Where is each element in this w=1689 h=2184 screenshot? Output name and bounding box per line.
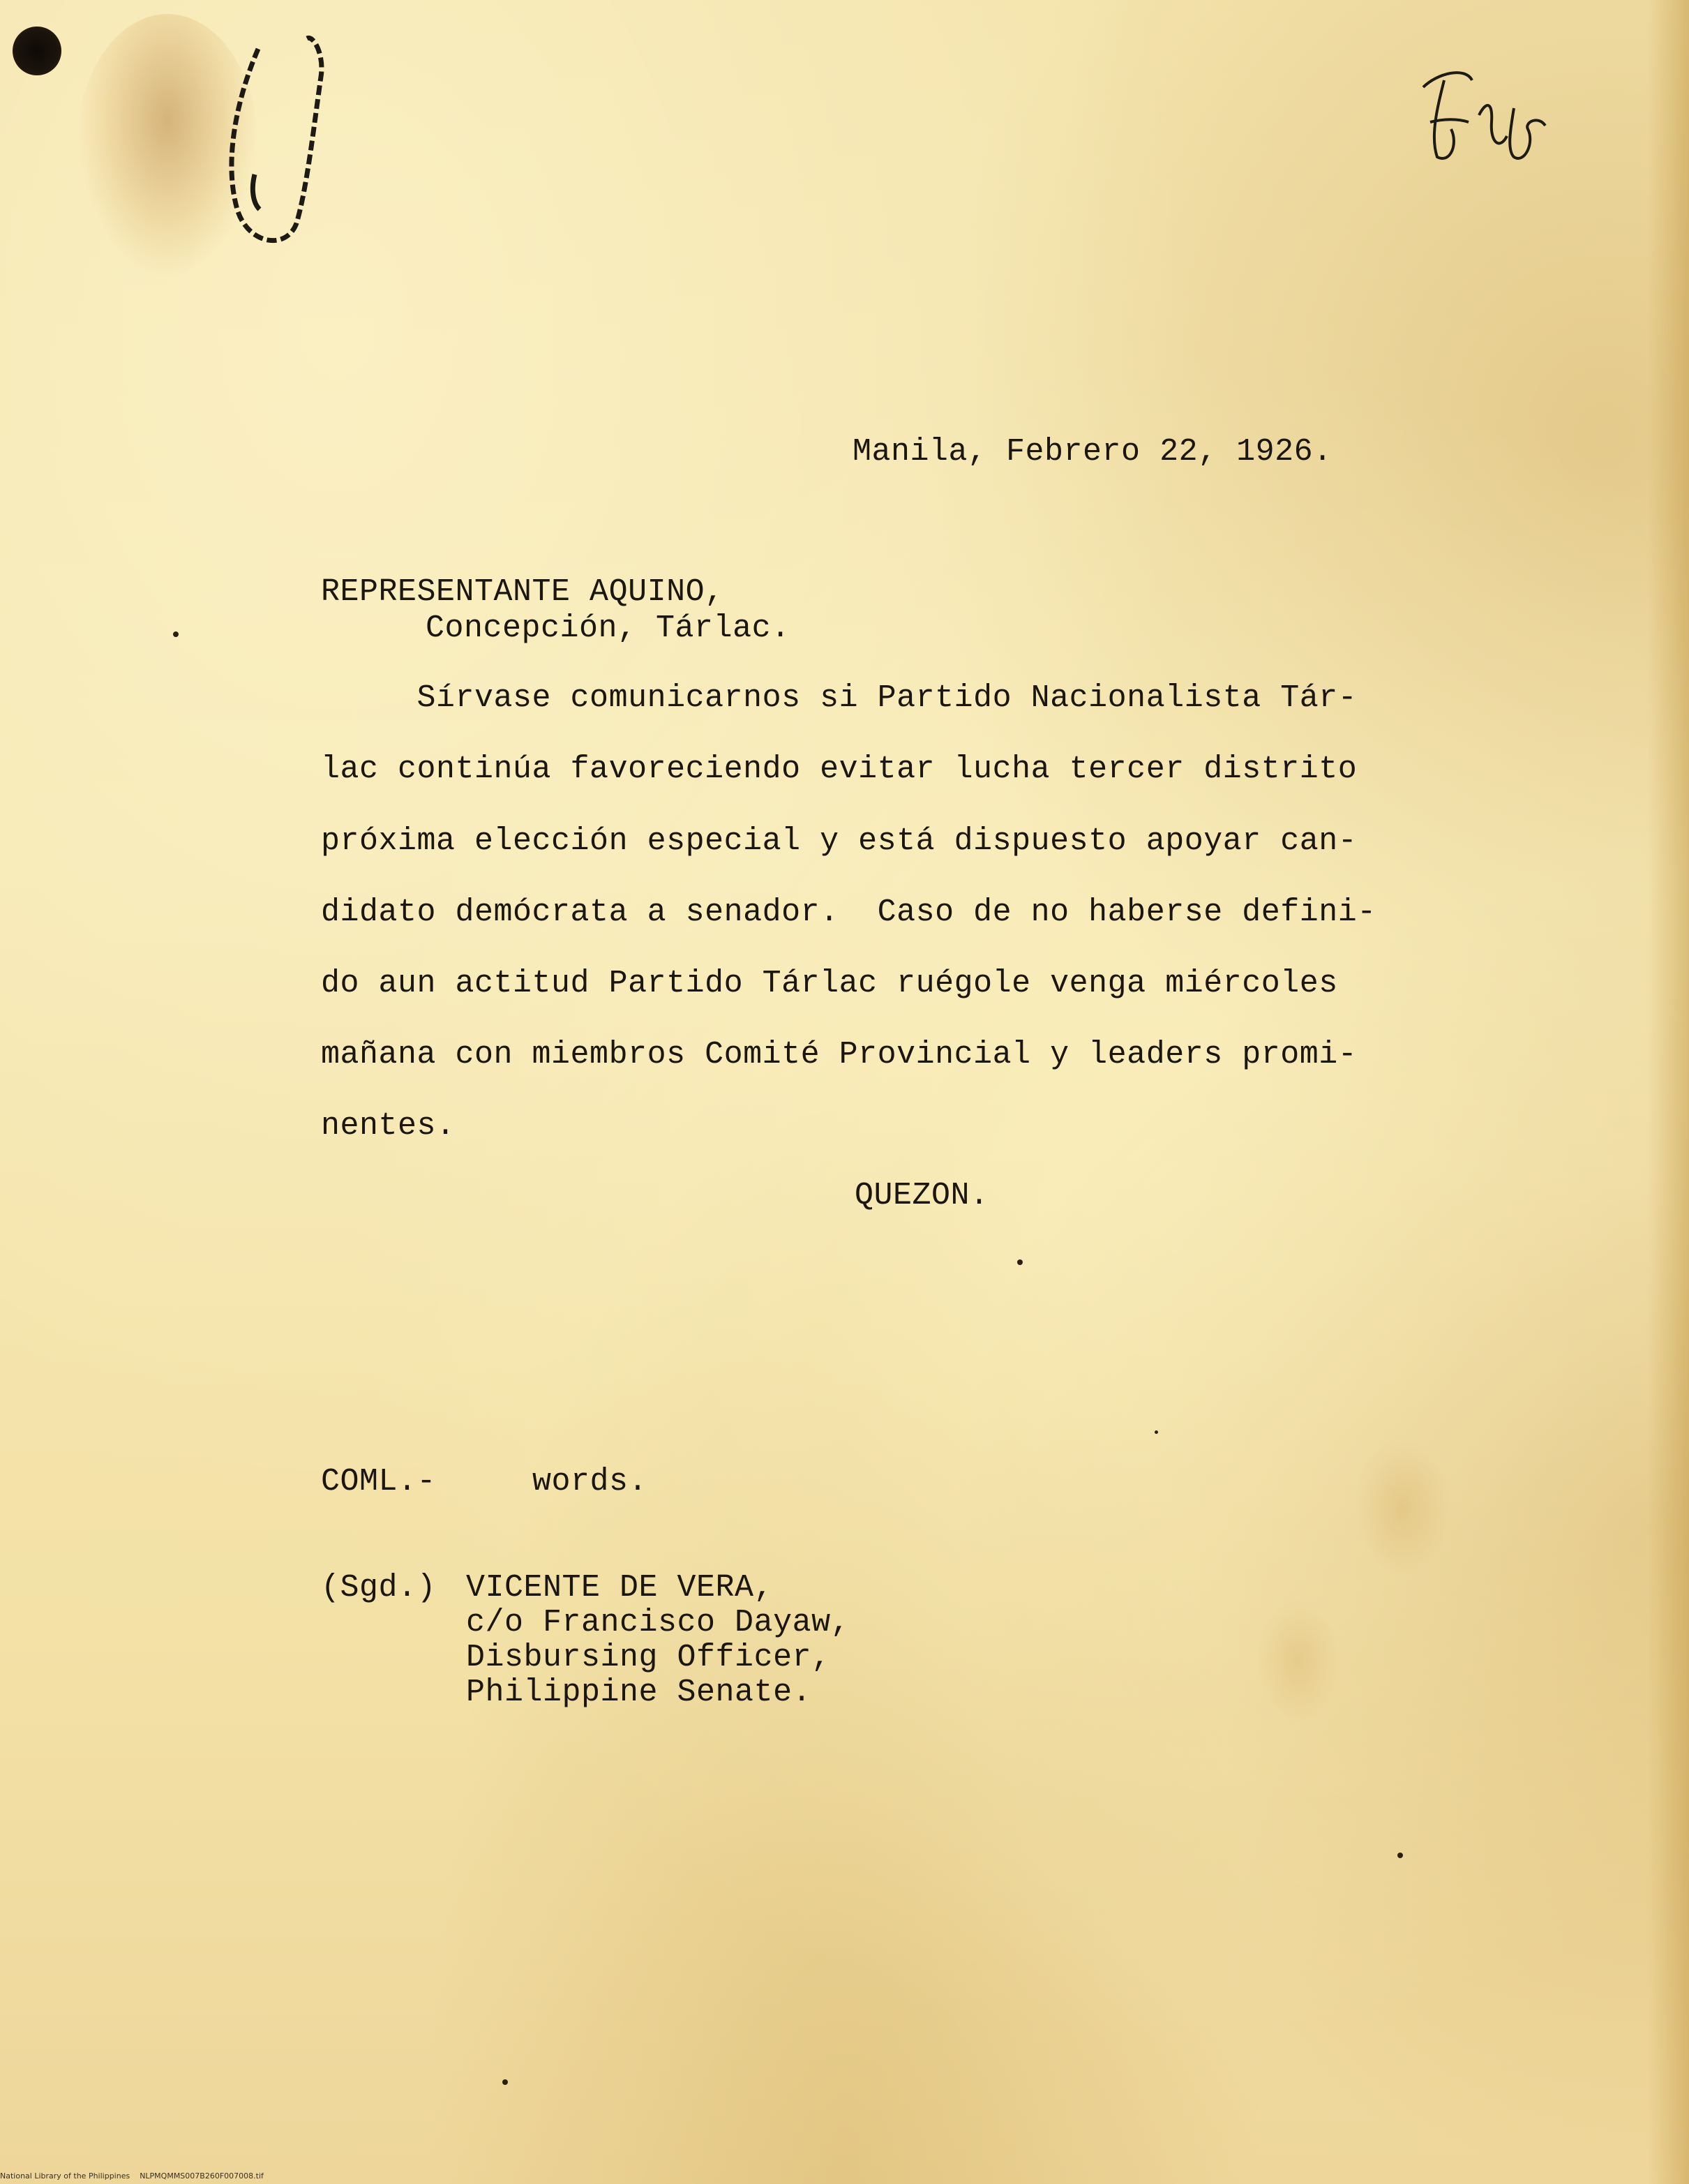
coml-label: COML.- — [321, 1464, 437, 1499]
sender-line-4: Philippine Senate. — [466, 1675, 812, 1710]
recipient-line-2: Concepción, Tárlac. — [426, 611, 790, 646]
body-line: próxima elección especial y está dispuesto apoyar can- — [321, 823, 1358, 859]
body-line: Sírvase comunicarnos si Partido Nacionalista Tár- — [321, 680, 1358, 716]
ink-fleck — [1017, 1259, 1023, 1265]
ink-fleck — [173, 631, 179, 637]
archive-footer: National Library of the Philippines NLPMQMMS007B260F007008.tif — [0, 2171, 264, 2181]
water-stain — [1353, 1437, 1451, 1577]
punch-hole — [13, 27, 61, 75]
sender-line-3: Disbursing Officer, — [466, 1640, 831, 1675]
handwritten-file-note-icon — [1409, 59, 1563, 185]
paper-clip-icon — [209, 0, 349, 265]
ink-fleck — [502, 2079, 508, 2085]
words-label: words. — [532, 1464, 648, 1499]
body-line: nentes. — [321, 1108, 456, 1144]
sender-line-2: c/o Francisco Dayaw, — [466, 1605, 850, 1640]
ink-fleck — [1397, 1853, 1403, 1858]
page-edge-discoloration — [1647, 0, 1689, 2184]
water-stain — [1256, 1598, 1339, 1723]
body-line: mañana con miembros Comité Provincial y leaders promi- — [321, 1037, 1358, 1072]
body-line: lac continúa favoreciendo evitar lucha tercer distrito — [321, 751, 1358, 787]
sender-name: VICENTE DE VERA, — [466, 1570, 774, 1606]
body-line: didato demócrata a senador. Caso de no haberse defini- — [321, 895, 1376, 930]
ink-fleck — [1155, 1430, 1158, 1434]
recipient-line-1: REPRESENTANTE AQUINO, — [321, 574, 724, 610]
sgd-label: (Sgd.) — [321, 1570, 437, 1606]
body-line: do aun actitud Partido Tárlac ruégole venga miércoles — [321, 966, 1338, 1001]
date-line: Manila, Febrero 22, 1926. — [853, 434, 1333, 470]
signature-quezon: QUEZON. — [855, 1178, 989, 1213]
